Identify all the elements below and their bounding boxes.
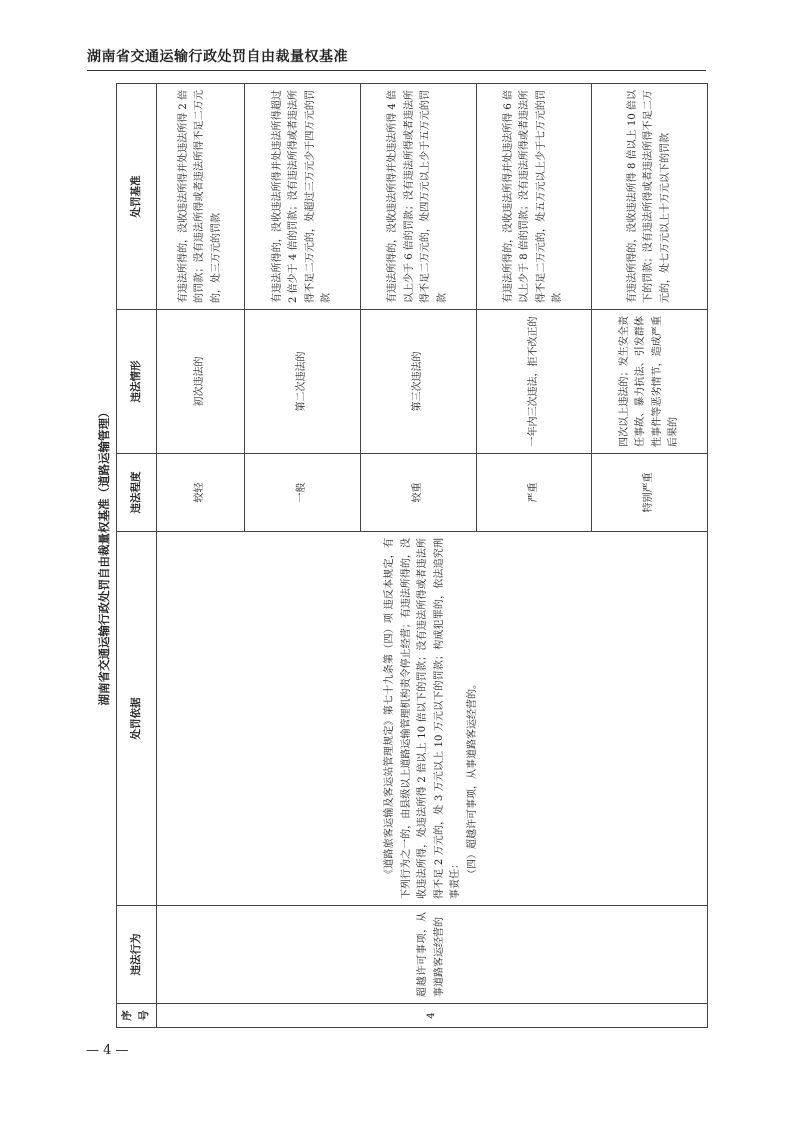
cell-standard: 有违法所得的，没收违法所得并处违法所得 6 倍以上少于 8 倍的罚款；没有违法所得或者违法所得不足二万元的，处五万元以上少于七万元的罚款 xyxy=(476,84,592,310)
header-behavior: 违法行为 xyxy=(117,906,157,1004)
cell-standard: 有违法所得的，没收违法所得 8 倍以上 10 倍以下的罚款；没有违法所得或者违法所得不足二万元的，处七万元以上十万元以下的罚款 xyxy=(592,84,708,310)
header-title: 湖南省交通运输行政处罚自由裁量权基准 xyxy=(87,49,348,65)
header-seq: 序号 xyxy=(117,1004,157,1028)
rotated-table-container xyxy=(92,84,708,1028)
cell-circumstance: 一年内三次违法，拒不改正的 xyxy=(476,310,592,454)
cell-degree: 较轻 xyxy=(156,454,245,532)
header-rule xyxy=(87,70,706,71)
cell-degree: 一般 xyxy=(245,454,361,532)
cell-circumstance: 第二次违法的 xyxy=(245,310,361,454)
cell-standard: 有违法所得的，没收违法所得并处违法所得 2 倍的罚款；没有违法所得或者违法所得不足二万元的，处三万元的罚款 xyxy=(156,84,245,310)
cell-degree: 较重 xyxy=(361,454,477,532)
header-degree: 违法程度 xyxy=(117,454,157,532)
cell-standard: 有违法所得的，没收违法所得并处违法所得 4 倍以上少于 6 倍的罚款；没有违法所得或者违法所得不足二万元的，处四万元以上少于五万元的罚款 xyxy=(361,84,477,310)
header-standard: 处罚基准 xyxy=(117,84,157,310)
cell-behavior: 超越许可事项，从事道路客运经营的 xyxy=(156,906,707,1004)
cell-seq: 4 xyxy=(156,1004,707,1028)
basis-paragraph-2: （四）超越许可事项，从事道路客运经营的。 xyxy=(466,679,478,879)
cell-basis xyxy=(156,532,707,906)
cell-degree: 特别严重 xyxy=(592,454,708,532)
cell-degree: 严重 xyxy=(476,454,592,532)
page-number: — 4 — xyxy=(86,1043,129,1058)
cell-standard: 有违法所得的，没收违法所得并处违法所得超过 2 倍少于 4 倍的罚款；没有违法所得或者违法所得不足二万元的，处超过三万元少于四万元的罚款 xyxy=(245,84,361,310)
header-circumstance: 违法情形 xyxy=(117,310,157,454)
table-title: 湖南省交通运输行政处罚自由裁量权基准（道路运输管理） xyxy=(97,406,111,706)
penalty-standard-table xyxy=(116,83,708,1028)
cell-circumstance: 四次以上违法的；发生安全责任事故、暴力抗法、引发群体性事件等恶劣情节，造成严重后果的 xyxy=(592,310,708,454)
cell-circumstance: 初次违法的 xyxy=(156,310,245,454)
table-row-level-1 xyxy=(156,84,245,1028)
header-basis: 处罚依据 xyxy=(117,532,157,906)
cell-circumstance: 第三次违法的 xyxy=(361,310,477,454)
table-header-row xyxy=(117,84,157,1028)
basis-paragraph-1: 《道路旅客运输及客运站管理规定》第七十九条第（四）项 违反本规定，有下列行为之一的，由县级以上道路运输管理机构责令停止经营；有违法所得的，没收违法所得，处违法所得 2 倍以上 10 倍以下的罚款；没有违法所得或者违法所得不足 2 万元的，处 3 万元以上 10 万元以下的罚款；构成犯罪的，依法追究刑事责任： xyxy=(384,538,462,899)
